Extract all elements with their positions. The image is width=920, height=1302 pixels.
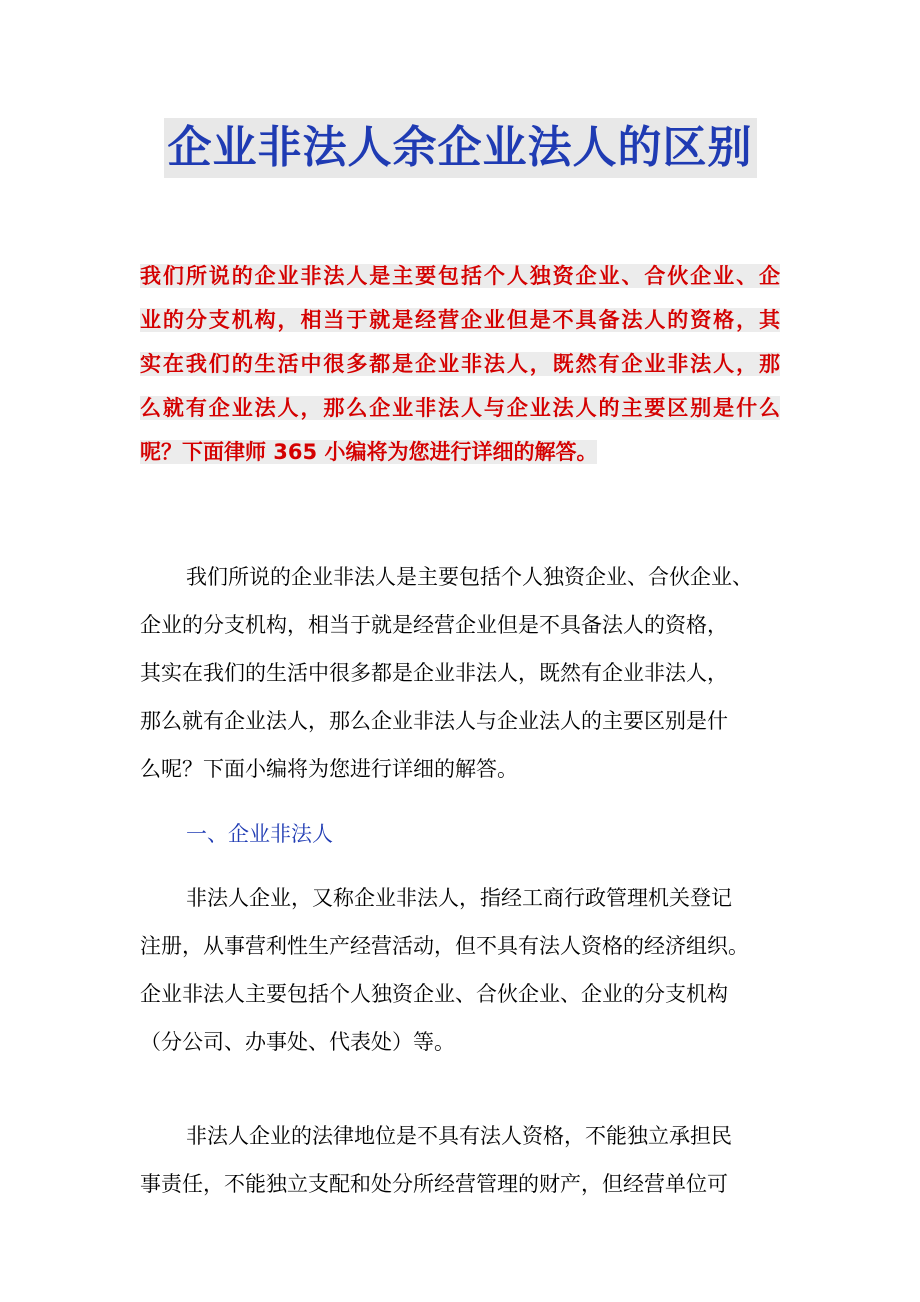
section1-paragraph-1 (140, 874, 780, 1066)
summary-line (140, 254, 780, 298)
paragraph-line: 非法人企业，又称企业非法人，指经工商行政管理机关登记 (186, 886, 732, 910)
paragraph-line: 注册，从事营利性生产经营活动，但不具有法人资格的经济组织。 (140, 934, 749, 958)
summary-text: 业的分支机构，相当于就是经营企业但是不具备法人的资格，其 (140, 308, 780, 332)
summary-line (140, 430, 780, 474)
summary-text: 实在我们的生活中很多都是企业非法人，既然有企业非法人，那 (140, 352, 780, 376)
summary-block (140, 254, 780, 474)
section1-paragraph-2 (140, 1112, 780, 1208)
paragraph-line: 事责任，不能独立支配和处分所经营管理的财产，但经营单位可 (140, 1172, 728, 1196)
paragraph-line: 那么就有企业法人，那么企业非法人与企业法人的主要区别是什 (140, 709, 728, 733)
paragraph-line: 企业非法人主要包括个人独资企业、合伙企业、企业的分支机构 (140, 982, 728, 1006)
summary-line (140, 342, 780, 386)
summary-line (140, 298, 780, 342)
paragraph-line: 非法人企业的法律地位是不具有法人资格，不能独立承担民 (186, 1124, 732, 1148)
paragraph-line: 企业的分支机构，相当于就是经营企业但是不具备法人的资格， (140, 613, 728, 637)
paragraph-line: 么呢？下面小编将为您进行详细的解答。 (140, 757, 518, 781)
paragraph-line: 我们所说的企业非法人是主要包括个人独资企业、合伙企业、 (186, 565, 753, 589)
intro-paragraph (140, 553, 780, 793)
summary-text: 么就有企业法人，那么企业非法人与企业法人的主要区别是什么 (140, 396, 780, 420)
paragraph-line: 其实在我们的生活中很多都是企业非法人，既然有企业非法人， (140, 661, 728, 685)
document-title: 企业非法人余企业法人的区别 (164, 118, 757, 178)
summary-text: 我们所说的企业非法人是主要包括个人独资企业、合伙企业、企 (140, 264, 780, 288)
section-heading: 一、企业非法人 (186, 822, 333, 846)
title-wrapper (0, 118, 920, 178)
summary-text: 呢？下面律师 365 小编将为您进行详细的解答。 (140, 440, 598, 464)
paragraph-line: （分公司、办事处、代表处）等。 (140, 1030, 455, 1054)
summary-line (140, 386, 780, 430)
